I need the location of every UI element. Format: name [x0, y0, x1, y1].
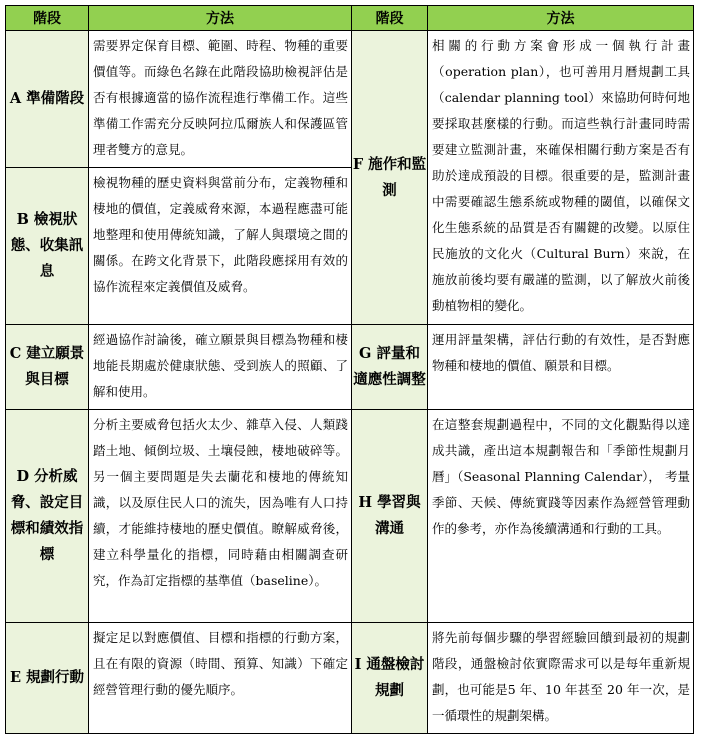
header-stage-left: 階段 — [6, 6, 89, 31]
method-a: 需要界定保育目標、範圍、時程、物種的重要價值等。而綠色名錄在此階段協助檢視評估是否有根據適當的協作流程進行準備工作。這些準備工作需充分反映阿拉瓜爾族人和保護區管理者雙方的意見。 — [89, 31, 352, 168]
management-stages-table — [5, 5, 694, 734]
stage-i: I 通盤檢討規劃 — [352, 623, 428, 734]
stage-h: H 學習與溝通 — [352, 410, 428, 623]
header-row — [6, 6, 694, 31]
table-row — [6, 325, 694, 410]
method-c: 經過協作討論後，確立願景與目標為物種和棲地能長期處於健康狀態、受到族人的照顧、了解和使用。 — [89, 325, 352, 410]
header-stage-right: 階段 — [352, 6, 428, 31]
table-row — [6, 31, 694, 168]
stage-f: F 施作和監測 — [352, 31, 428, 325]
stage-g: G 評量和適應性調整 — [352, 325, 428, 410]
table-row — [6, 410, 694, 623]
header-method-right: 方法 — [428, 6, 694, 31]
header-method-left: 方法 — [89, 6, 352, 31]
stage-a: A 準備階段 — [6, 31, 89, 168]
stage-d: D 分析威脅、設定目標和績效指標 — [6, 410, 89, 623]
stage-e: E 規劃行動 — [6, 623, 89, 734]
method-g: 運用評量架構，評估行動的有效性，是否對應物種和棲地的價值、願景和目標。 — [428, 325, 694, 410]
method-h: 在這整套規劃過程中，不同的文化觀點得以達成共識，產出這本規劃報告和「季節性規劃月曆」（Seasonal Planning Calendar）， 考量季節、天候、傳統實踐等因素作為經營管理動作的參考，亦作為後續溝通和行動的工具。 — [428, 410, 694, 623]
stage-c: C 建立願景與目標 — [6, 325, 89, 410]
table-row — [6, 623, 694, 734]
method-b: 檢視物種的歷史資料與當前分布，定義物種和棲地的價值，定義威脅來源，本過程應盡可能地整理和使用傳統知識，了解人與環境之間的關係。在跨文化背景下，此階段應採用有效的協作流程來定義價值及威脅。 — [89, 168, 352, 325]
content-area — [5, 5, 694, 734]
method-d: 分析主要威脅包括火太少、雜草入侵、人類踐踏土地、傾倒垃圾、土壤侵蝕，棲地破碎等。 另一個主要問題是失去蘭花和棲地的傳統知識，以及原住民人口的流失，因為唯有人口持續，才能維持棲地的歷史價值。瞭解威脅後， 建立科學量化的指標，同時藉由相關調查研究，作為訂定指標的基準值（baseline）。 — [89, 410, 352, 623]
method-f: 相關的行動方案會形成一個執行計畫（operation plan），也可善用月曆規劃工具（calendar planning tool）來協助何時何地要採取甚麼樣的行動。而這些執行計畫同時需要建立監測計畫，來確保相關行動方案是否有助於達成預設的目標。很重要的是，監測計畫中需要確認生態系統或物種的閾值，以確保文化生態系統的品質是否有關鍵的改變。以原住民施放的文化火（Cultural Burn）來說，在施放前後均要有嚴謹的監測，以了解放火前後動植物相的變化。 — [428, 31, 694, 325]
method-i: 將先前每個步驟的學習經驗回饋到最初的規劃階段，通盤檢討依實際需求可以是每年重新規劃，也可能是5 年、10 年甚至 20 年一次，是一循環性的規劃架構。 — [428, 623, 694, 734]
method-e: 擬定足以對應價值、目標和指標的行動方案， 且在有限的資源（時間、預算、知識）下確定經營管理行動的優先順序。 — [89, 623, 352, 734]
stage-b: B 檢視狀態、收集訊息 — [6, 168, 89, 325]
